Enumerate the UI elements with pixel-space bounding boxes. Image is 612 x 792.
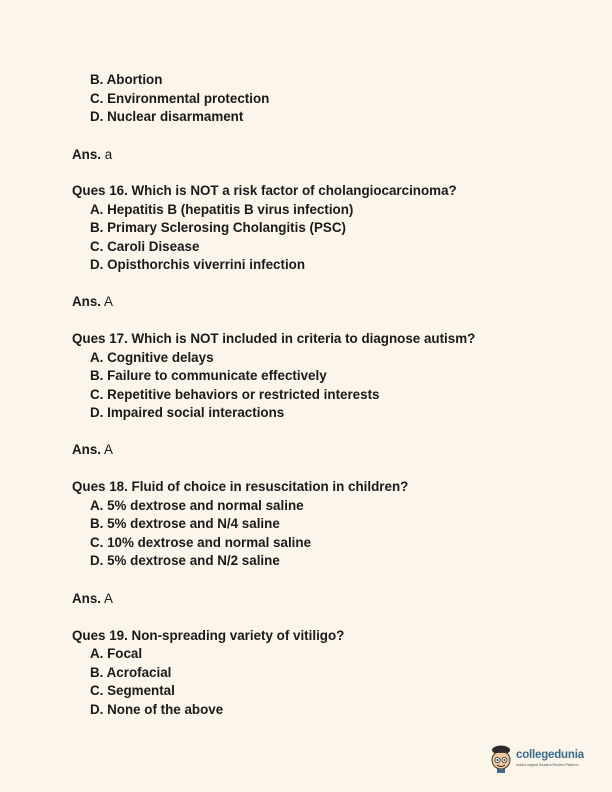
answer-line	[72, 147, 112, 163]
logo-name: collegedunia	[516, 749, 584, 761]
question-18-title: Ques 18. Fluid of choice in resuscitation in children?	[72, 479, 409, 494]
q16-option-c: C. Caroli Disease	[90, 239, 200, 254]
question-17-title: Ques 17. Which is NOT included in criteria to diagnose autism?	[72, 331, 476, 346]
answer-label: Ans.	[72, 294, 102, 309]
logo-tagline: India's largest Student Review Platform	[516, 763, 579, 767]
q18-option-b: B. 5% dextrose and N/4 saline	[90, 516, 280, 531]
q18-option-c: C. 10% dextrose and normal saline	[90, 535, 312, 550]
q16-option-a: A. Hepatitis B (hepatitis B virus infection)	[90, 202, 354, 217]
q17-option-a: A. Cognitive delays	[90, 350, 214, 365]
q17-answer-line	[72, 442, 113, 458]
q17-option-c: C. Repetitive behaviors or restricted interests	[90, 387, 380, 402]
q16-option-b: B. Primary Sclerosing Cholangitis (PSC)	[90, 220, 346, 235]
question-19-title: Ques 19. Non-spreading variety of vitiligo?	[72, 628, 345, 643]
answer-value: A	[104, 294, 113, 309]
answer-label: Ans.	[72, 147, 102, 162]
answer-value: A	[104, 591, 113, 606]
q18-option-d: D. 5% dextrose and N/2 saline	[90, 553, 280, 568]
q16-answer-line	[72, 294, 113, 310]
collegedunia-logo	[488, 744, 598, 778]
q16-option-d: D. Opisthorchis viverrini infection	[90, 257, 306, 272]
q18-answer-line	[72, 591, 113, 607]
q19-option-c: C. Segmental	[90, 683, 175, 698]
question-16-title: Ques 16. Which is NOT a risk factor of cholangiocarcinoma?	[72, 183, 457, 198]
q18-option-a: A. 5% dextrose and normal saline	[90, 498, 304, 513]
option-b: B. Abortion	[90, 72, 163, 87]
option-c: C. Environmental protection	[90, 91, 270, 106]
q19-option-d: D. None of the above	[90, 702, 224, 717]
answer-label: Ans.	[72, 591, 102, 606]
q19-option-b: B. Acrofacial	[90, 665, 172, 680]
mascot-icon	[488, 744, 514, 774]
answer-value: A	[104, 442, 113, 457]
option-d: D. Nuclear disarmament	[90, 109, 244, 124]
q17-option-d: D. Impaired social interactions	[90, 405, 285, 420]
q17-option-b: B. Failure to communicate effectively	[90, 368, 327, 383]
answer-label: Ans.	[72, 442, 102, 457]
answer-value: a	[104, 147, 113, 162]
q19-option-a: A. Focal	[90, 646, 143, 661]
